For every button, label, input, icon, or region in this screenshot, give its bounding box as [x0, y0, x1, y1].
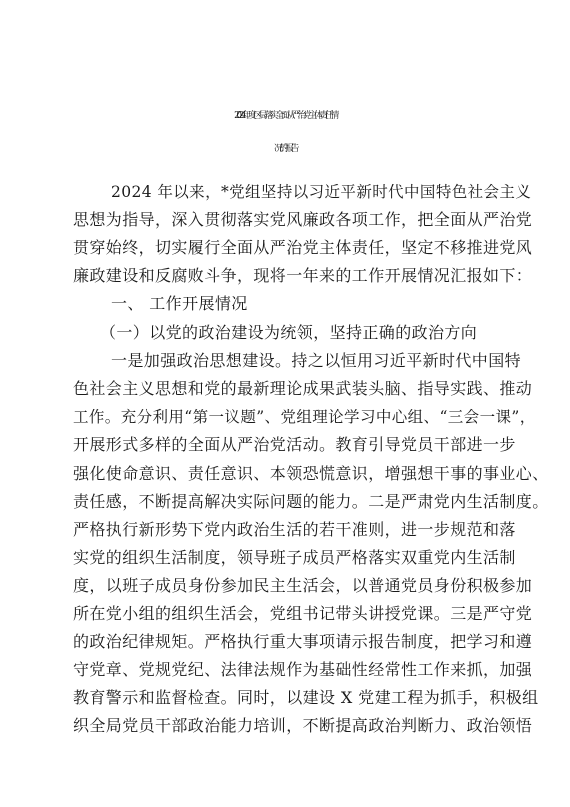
body-line: 工作。充分利用“第一议题”、党组理论学习中心组、“三会一课”， [73, 408, 536, 426]
body-line: 的政治纪律规矩。严格执行重大事项请示报告制度，把学习和遵 [73, 632, 533, 651]
body-line: 教育警示和监督检查。同时，以建设 X 党建工程为抓手，积极组 [73, 688, 539, 707]
body-line: 度，以班子成员身份参加民主生活会，以普通党员身份积极参加 [73, 576, 533, 595]
section-heading: 一、 工作开展情况 [111, 294, 248, 313]
body-line: 强化使命意识、责任意识、本领恐慌意识，增强想干事的事业心、 [73, 464, 549, 483]
body-line: 2024 年以来，*党组坚持以习近平新时代中国特色社会主义 [111, 183, 532, 201]
body-line: 思想为指导，深入贯彻落实党风廉政各项工作，把全面从严治党 [73, 210, 533, 229]
body-line: 所在党小组的组织生活会，党组书记带头讲授党课。三是严守党 [73, 604, 533, 623]
body-line: 开展形式多样的全面从严治党活动。教育引导党员干部进一步 [73, 435, 516, 454]
body-line: 责任感，不断提高解决实际问题的能力。二是严肃党内生活制度。 [73, 492, 549, 511]
body-line: 一是加强政治思想建设。持之以恒用习近平新时代中国特 [111, 351, 522, 370]
document-title-continued: 况的报告 [273, 144, 296, 154]
body-line: 廉政建设和反腐败斗争，现将一年来的工作开展情况汇报如下： [73, 266, 533, 285]
body-line: 守党章、党规党纪、法律法规作为基础性经常性工作来抓，加强 [73, 660, 533, 679]
body-line: 贯穿始终，切实履行全面从严治党主体责任，坚定不移推进党风 [73, 238, 533, 257]
document-title: 2024 年度区局落实全面从严治党主体责任情 [234, 111, 336, 121]
body-line: 织全局党员干部政治能力培训，不断提高政治判断力、政治领悟 [73, 716, 533, 735]
body-line: 实党的组织生活制度，领导班子成员严格落实双重党内生活制 [73, 548, 516, 567]
body-line: 严格执行新形势下党内政治生活的若干准则，进一步规范和落 [73, 520, 516, 539]
body-line: 色社会主义思想和党的最新理论成果武装头脑、指导实践、推动 [73, 379, 533, 398]
subsection-heading: （一）以党的政治建设为统领，坚持正确的政治方向 [100, 323, 478, 342]
